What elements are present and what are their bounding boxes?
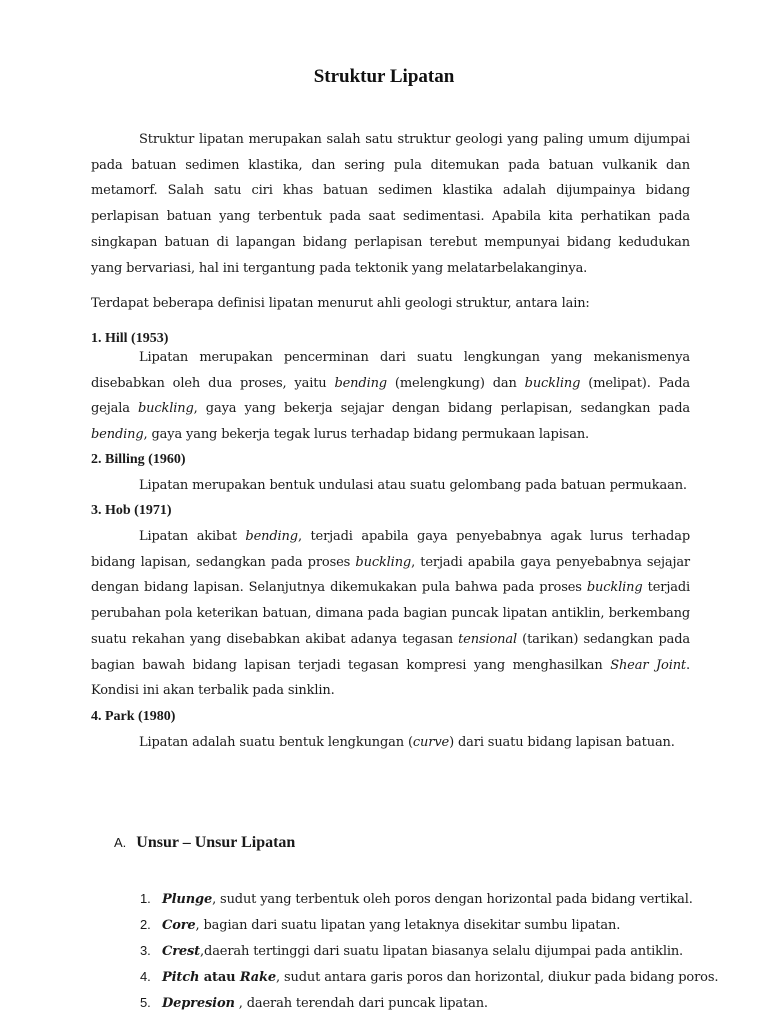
section-marker: A. xyxy=(114,835,127,850)
text-run: (tarikan) sedangkan pada bagian bawah bidang lapisan terjadi tegasan kompresi yang menghasilkan xyxy=(91,631,691,673)
term-bending: bending xyxy=(245,529,298,544)
definition-heading-hill: 1. Hill (1953) xyxy=(91,331,169,346)
list-desc: , bagian dari suatu lipatan yang letaknya disekitar sumbu lipatan. xyxy=(195,918,621,933)
list-term: Crest xyxy=(162,944,201,959)
text-run: Lipatan merupakan pencerminan dari suatu lengkungan yang mekanismenya disebabkan oleh dua proses, yaitu xyxy=(91,350,690,391)
term-buckling: buckling xyxy=(137,401,194,417)
list-term: Core xyxy=(162,918,196,933)
term-buckling: buckling xyxy=(355,554,412,570)
definition-body-billing xyxy=(91,473,690,499)
list-desc: , sudut yang terbentuk oleh poros dengan horizontal pada bidang vertikal. xyxy=(212,892,693,907)
list-desc: , sudut antara garis poros dan horizontal, diukur pada bidang poros. xyxy=(276,970,719,985)
list-number: 3. xyxy=(140,943,151,958)
term-bending: bending xyxy=(91,427,144,443)
text-run: , terjadi apabila gaya penyebabnya agak lurus terhadap bidang lapisan, sedangkan pada proses xyxy=(91,529,690,570)
text-run: Lipatan akibat xyxy=(139,529,246,544)
list-desc: ,daerah tertinggi dari suatu lipatan biasanya selalu dijumpai pada antiklin. xyxy=(200,944,684,959)
definition-heading-hob: 3. Hob (1971) xyxy=(91,503,172,518)
definition-body-park xyxy=(91,730,690,756)
text-run: , gaya yang bekerja tegak lurus terhadap bidang permukaan lapisan. xyxy=(143,427,590,443)
list-item xyxy=(140,943,683,959)
text-run: Lipatan adalah suatu bentuk lengkungan ( xyxy=(139,735,413,750)
text-run: , gaya yang bekerja sejajar dengan bidang perlapisan, sedangkan pada xyxy=(193,401,691,417)
list-term: Pitch xyxy=(162,970,200,985)
term-tensional: tensional xyxy=(458,631,517,647)
definition-heading-park: 4. Park (1980) xyxy=(91,709,176,724)
list-term: Plunge xyxy=(162,892,213,907)
list-item xyxy=(140,969,718,985)
list-term: Rake xyxy=(239,970,277,985)
list-number: 4. xyxy=(140,969,151,984)
list-item xyxy=(140,917,620,933)
list-number: 1. xyxy=(140,891,151,906)
text-run: . Kondisi ini akan terbalik pada sinklin. xyxy=(91,657,690,699)
section-title: Unsur – Unsur Lipatan xyxy=(136,834,296,851)
list-number: 5. xyxy=(140,995,151,1010)
text-run: terjadi perubahan pola keterikan batuan, dimana pada bagian puncak lipatan antiklin, berkembang suatu rekahan yang disebabkan akibat adanya tegasan xyxy=(91,580,690,647)
definition-body-hill xyxy=(91,345,690,448)
list-item xyxy=(140,891,693,907)
definition-body-hob xyxy=(91,524,690,704)
term-shear-joint: Shear Joint xyxy=(610,657,687,673)
term-bending: bending xyxy=(334,375,387,391)
text-run: , terjadi apabila gaya penyebabnya sejajar dengan bidang lapisan. Selanjutnya dikemukakan pula bahwa pada proses xyxy=(91,554,690,596)
text-run: Lipatan merupakan bentuk undulasi atau suatu gelombang pada batuan permukaan. xyxy=(139,478,687,493)
list-desc: , daerah terendah dari puncak lipatan. xyxy=(234,996,488,1011)
list-term: Depresion xyxy=(162,996,235,1011)
document-title: Struktur Lipatan xyxy=(313,66,455,87)
text-run: (melengkung) dan xyxy=(386,375,525,391)
definition-heading-billing: 2. Billing (1960) xyxy=(91,452,186,467)
section-heading-unsur-lipatan xyxy=(114,834,295,852)
list-joiner: atau xyxy=(199,970,240,985)
term-buckling: buckling xyxy=(524,375,581,391)
intro-lead: Terdapat beberapa definisi lipatan menurut ahli geologi struktur, antara lain: xyxy=(91,296,590,311)
text-run: (melipat). Pada gejala xyxy=(91,375,690,417)
list-number: 2. xyxy=(140,917,151,932)
list-item xyxy=(140,995,488,1011)
term-curve: curve xyxy=(412,735,450,750)
text-run: ) dari suatu bidang lapisan batuan. xyxy=(449,735,675,750)
intro-paragraph: Struktur lipatan merupakan salah satu struktur geologi yang paling umum dijumpai pada batuan sedimen klastika, dan sering pula ditemukan pada batuan vulkanik dan metamorf. Salah satu ciri khas batuan sedimen klastika adalah dijumpainya bidang perlapisan batuan yang terbentuk pada saat sedimentasi. Apabila kita perhatikan pada singkapan batuan di lapangan bidang perlapisan terebut mempunyai bidang kedudukan yang bervariasi, hal ini tergantung pada tektonik yang melatarbelakanginya. xyxy=(91,132,690,276)
term-buckling: buckling xyxy=(586,580,643,596)
